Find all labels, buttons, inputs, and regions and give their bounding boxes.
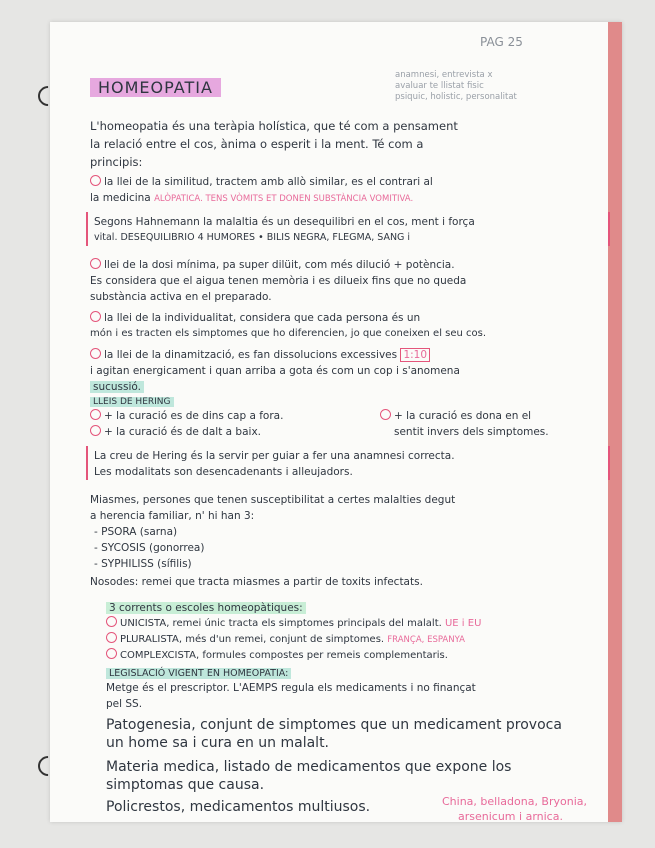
hahnemann-text bbox=[94, 214, 475, 246]
side-note-line: psiquic, holistic, personalitat bbox=[395, 92, 517, 102]
principle-line: món i es tracten els simptomes que ho diferencien, jo que coneixen el seu cos. bbox=[90, 328, 487, 339]
bullet-circle-icon bbox=[380, 409, 391, 420]
principle-dynamization bbox=[90, 347, 460, 395]
intro-line: la relació entre el cos, ànima o esperit i la ment. Té com a bbox=[90, 137, 424, 151]
corrents-heading-text: 3 corrents o escoles homeopàtiques: bbox=[106, 602, 306, 614]
hering-box-line: La creu de Hering és la servir per guiar a fer una anamnesi correcta. bbox=[94, 450, 455, 462]
principle-line: la llei de la dinamització, es fan dissolucions excessives bbox=[104, 349, 398, 361]
miasmes-line: a herencia familiar, n' hi han 3: bbox=[90, 510, 255, 522]
policrestos-example-line: arsenicum i arnica. bbox=[458, 810, 563, 822]
notebook-page bbox=[50, 22, 622, 822]
policrestos-examples bbox=[442, 794, 587, 822]
hering-item: + la curació és de dalt a baix. bbox=[104, 426, 261, 438]
materia-line: Materia medica, listado de medicamentos que expone los bbox=[106, 759, 512, 775]
bullet-circle-icon bbox=[90, 409, 101, 420]
miasma-item: - SYCOSIS (gonorrea) bbox=[94, 542, 205, 554]
corrent-item: COMPLEXCISTA, formules compostes per remeis complementaris. bbox=[120, 650, 448, 661]
side-note-line: anamnesi, entrevista x bbox=[395, 70, 493, 80]
principle-line: llei de la dosi mínima, pa super dilüit, com més dilució + potència. bbox=[104, 259, 455, 271]
policrestos-text: Policrestos, medicamentos multiusos. bbox=[106, 799, 371, 815]
nosodes-line: Nosodes: remei que tracta miasmes a partir de toxits infectats. bbox=[90, 576, 423, 588]
policrestos-line bbox=[106, 798, 370, 816]
hering-item: + la curació es de dins cap a fora. bbox=[104, 410, 284, 422]
bullet-circle-icon bbox=[90, 175, 101, 186]
patogenesia-line: un home sa i cura en un malalt. bbox=[106, 735, 330, 751]
legislacio-line: pel SS. bbox=[106, 698, 143, 710]
bullet-circle-icon bbox=[90, 425, 101, 436]
principle-line: sucussió. bbox=[90, 381, 144, 393]
bullet-circle-icon bbox=[106, 616, 117, 627]
bullet-circle-icon bbox=[106, 632, 117, 643]
patogenesia-paragraph bbox=[106, 716, 562, 752]
materia-paragraph bbox=[106, 758, 511, 794]
side-note bbox=[395, 70, 517, 103]
miasma-item: - SYPHILISS (sífilis) bbox=[94, 558, 192, 570]
miasmes-list bbox=[94, 524, 204, 572]
corrents-list bbox=[106, 616, 481, 664]
hering-box-text bbox=[94, 448, 455, 480]
hering-item: sentit invers dels simptomes. bbox=[394, 426, 549, 438]
intro-paragraph bbox=[90, 117, 458, 171]
principle-highlight: ALÒPATICA. TENS VÒMITS ET DONEN SUBSTÀNCIA VOMITIVA. bbox=[154, 194, 414, 204]
principle-line: i agitan energicament i quan arriba a gota és com un cop i s'anomena bbox=[90, 365, 460, 377]
principle-similitude bbox=[90, 174, 433, 207]
bullet-circle-icon bbox=[106, 648, 117, 659]
ratio-badge: 1:10 bbox=[400, 348, 430, 362]
legislacio-line: Metge és el prescriptor. L'AEMPS regula els medicaments i no finançat bbox=[106, 682, 476, 694]
page-title bbox=[90, 80, 221, 98]
hering-heading-text: LLEIS DE HERING bbox=[90, 397, 174, 407]
page-margin-band bbox=[608, 22, 622, 822]
miasmes-paragraph bbox=[90, 492, 455, 524]
bullet-circle-icon bbox=[90, 311, 101, 322]
corrents-heading bbox=[106, 600, 306, 616]
hering-item: + la curació es dona en el bbox=[394, 410, 532, 422]
principle-line: la medicina bbox=[90, 192, 151, 204]
hering-box-line: Les modalitats son desencadenants i alleujadors. bbox=[94, 466, 353, 478]
legislacio-heading-text: LEGISLACIÓ VIGENT EN HOMEOPATIA: bbox=[106, 668, 291, 679]
corrent-region: UE i EU bbox=[444, 618, 482, 629]
side-note-line: avaluar te llistat fisic bbox=[395, 81, 484, 91]
policrestos-example-line: China, belladona, Bryonia, bbox=[442, 795, 588, 808]
principle-line: Es considera que el aigua tenen memòria i es dilueix fins que no queda bbox=[90, 275, 467, 287]
corrent-item: UNICISTA, remei únic tracta els simptomes principals del malalt. bbox=[120, 618, 442, 629]
intro-line: principis: bbox=[90, 155, 143, 169]
corrent-item: PLURALISTA, més d'un remei, conjunt de simptomes. bbox=[120, 634, 385, 645]
miasmes-line: Miasmes, persones que tenen susceptibilitat a certes malalties degut bbox=[90, 494, 456, 506]
hering-right-list bbox=[380, 408, 549, 440]
miasma-item: - PSORA (sarna) bbox=[94, 526, 178, 538]
bullet-circle-icon bbox=[90, 348, 101, 359]
patogenesia-line: Patogenesia, conjunt de simptomes que un medicament provoca bbox=[106, 717, 562, 733]
principle-individuality bbox=[90, 310, 486, 342]
legislacio-paragraph bbox=[106, 680, 476, 712]
materia-line: simptomas que causa. bbox=[106, 777, 265, 793]
hering-left-list bbox=[90, 408, 283, 440]
title-text: HOMEOPATIA bbox=[90, 78, 221, 97]
intro-line: L'homeopatia és una teràpia holística, que té com a pensament bbox=[90, 119, 458, 133]
principle-line: substància activa en el preparado. bbox=[90, 291, 272, 303]
principle-line: la llei de la individualitat, considera que cada persona és un bbox=[104, 312, 421, 324]
bullet-circle-icon bbox=[90, 258, 101, 269]
principle-minimal-dose bbox=[90, 257, 466, 305]
hahnemann-line: Segons Hahnemann la malaltia és un desequilibri en el cos, ment i força bbox=[94, 216, 475, 228]
principle-line: la llei de la similitud, tractem amb allò similar, es el contrari al bbox=[104, 176, 433, 188]
page-number: PAG 25 bbox=[480, 35, 523, 49]
corrent-region: FRANÇA, ESPANYA bbox=[387, 635, 465, 645]
hahnemann-line: vital. DESEQUILIBRIO 4 HUMORES • BILIS NEGRA, FLEGMA, SANG i bbox=[94, 232, 411, 243]
